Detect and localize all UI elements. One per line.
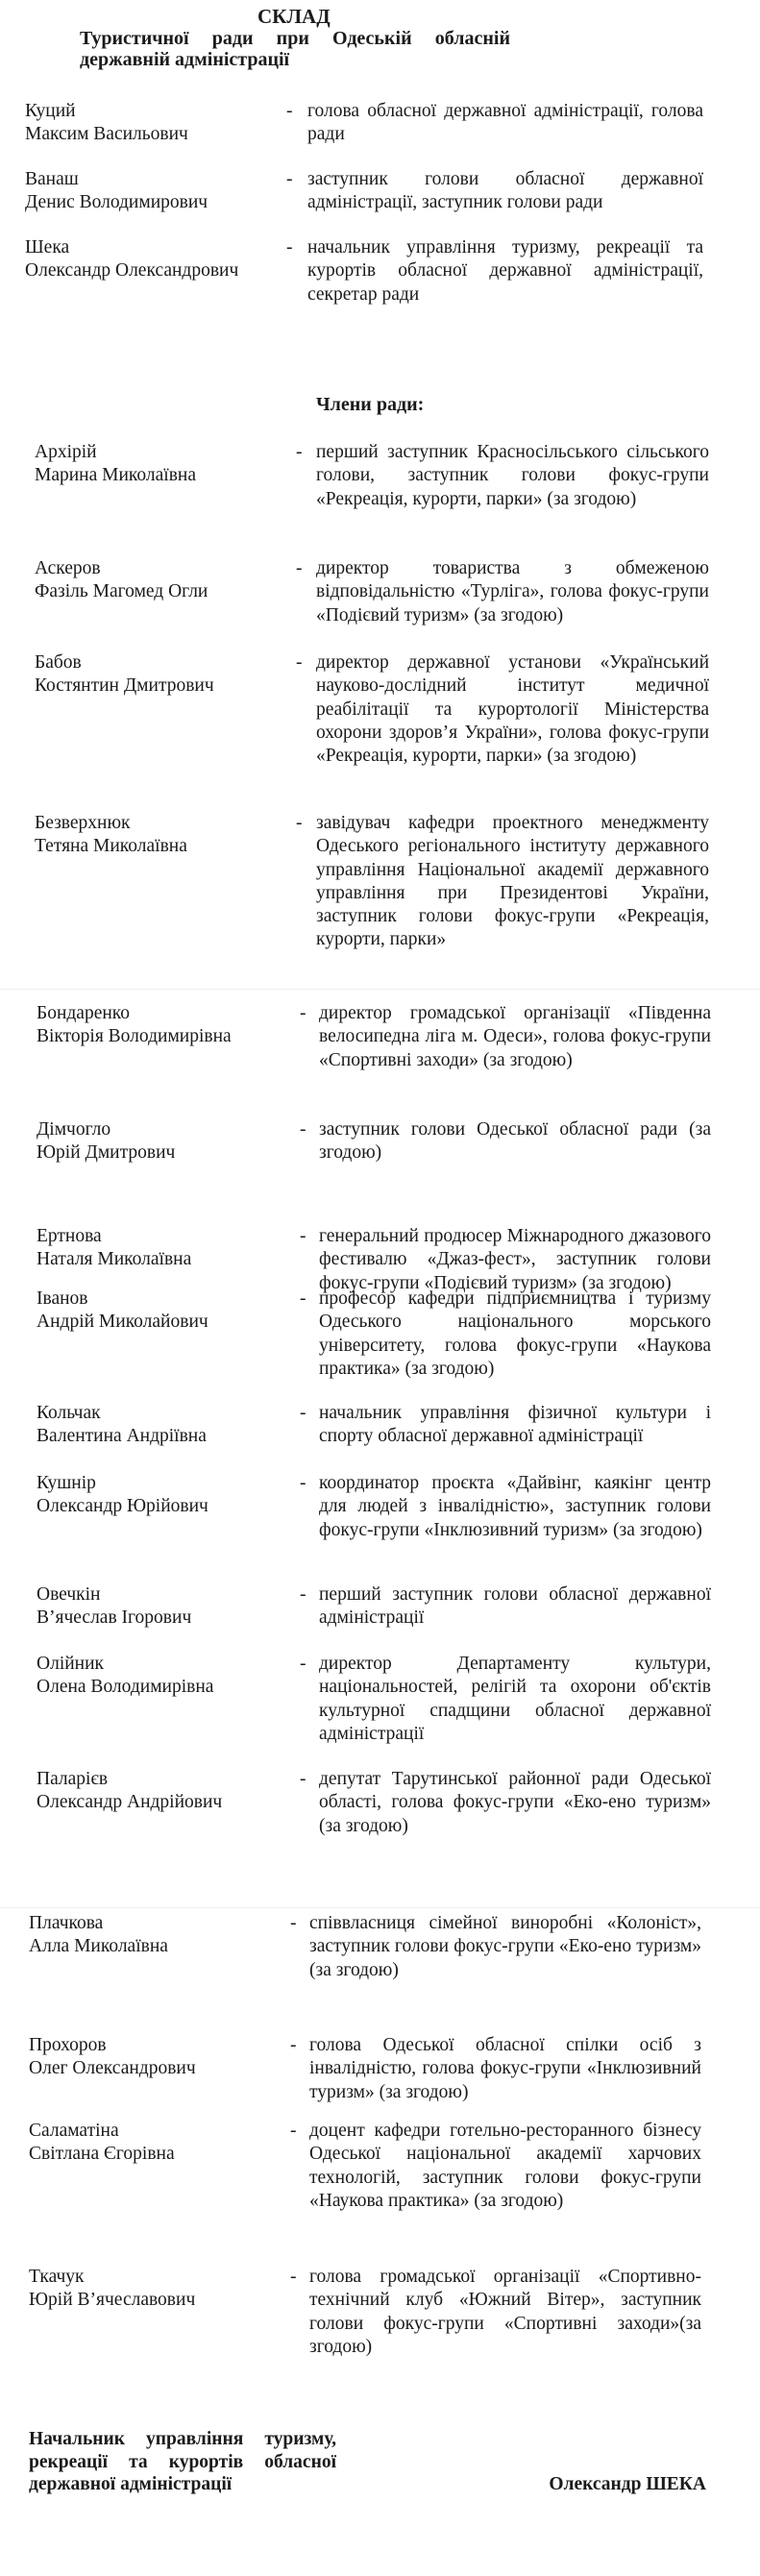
- person-role: перший заступник Красносільського сільського голови, заступник голови фокус-групи «Рекреація, курорти, парки» (за згодою): [316, 442, 709, 509]
- person-given-names: Костянтин Дмитрович: [35, 675, 214, 697]
- person-given-names: Тетяна Миколаївна: [35, 836, 187, 857]
- person-surname: Саламатіна: [29, 2121, 119, 2141]
- person-given-names: Фазіль Магомед Огли: [35, 581, 208, 602]
- dash-separator: -: [296, 652, 303, 673]
- dash-separator: -: [286, 237, 293, 258]
- person-given-names: Марина Миколаївна: [35, 465, 196, 486]
- dash-separator: -: [286, 169, 293, 189]
- person-name: [37, 1288, 286, 1335]
- person-given-names: Алла Миколаївна: [29, 1936, 168, 1957]
- person-given-names: Юрій Дмитрович: [37, 1142, 176, 1164]
- page-break-line: [0, 989, 760, 990]
- person-role: професор кафедри підприємництва і туризму Одеського національного морського університету, голова фокус-групи «Наукова практика» (за згодою): [319, 1288, 711, 1379]
- person-given-names: Вікторія Володимирівна: [37, 1026, 232, 1047]
- person-given-names: Олена Володимирівна: [37, 1677, 214, 1698]
- person-given-names: Валентина Андріївна: [37, 1426, 207, 1447]
- person-name: [37, 1653, 286, 1700]
- dash-separator: -: [300, 1769, 306, 1789]
- dash-separator: -: [300, 1119, 306, 1140]
- dash-separator: -: [290, 2121, 297, 2141]
- person-role: голова обласної державної адміністрації, голова ради: [307, 101, 703, 145]
- person-name: [37, 1118, 286, 1165]
- person-name: [37, 1002, 286, 1049]
- dash-separator: -: [300, 1654, 306, 1674]
- person-surname: Олійник: [37, 1654, 105, 1674]
- person-surname: Ертнова: [37, 1226, 102, 1246]
- person-surname: Дімчогло: [37, 1119, 111, 1140]
- person-surname: Іванов: [37, 1288, 88, 1309]
- person-name: [29, 2266, 279, 2313]
- person-surname: Бабов: [35, 652, 82, 673]
- dash-separator: -: [300, 1003, 306, 1023]
- person-given-names: Олег Олександрович: [29, 2058, 196, 2079]
- person-name: [35, 812, 284, 859]
- person-role: директор громадської організації «Південна велосипедна ліга м. Одеси», голова фокус-групи «Спортивні заходи» (за згодою): [319, 1003, 711, 1070]
- dash-separator: -: [290, 1913, 297, 1933]
- dash-separator: -: [300, 1226, 306, 1246]
- person-role: координатор проєкта «Дайвінг, каякінг центр для людей з інвалідністю», заступник голови фокус-групи «Інклюзивний туризм» (за згодою): [319, 1473, 711, 1540]
- person-name: [29, 1912, 279, 1959]
- members-heading: Члени ради:: [316, 394, 425, 415]
- person-given-names: Денис Володимирович: [25, 192, 208, 213]
- person-surname: Шека: [25, 237, 70, 258]
- dash-separator: -: [300, 1288, 306, 1309]
- dash-separator: -: [286, 101, 293, 121]
- person-given-names: Наталя Миколаївна: [37, 1249, 192, 1270]
- person-role: заступник голови обласної державної адміністрації, заступник голови ради: [307, 169, 703, 213]
- dash-separator: -: [290, 2035, 297, 2055]
- person-name: [37, 1472, 286, 1519]
- person-surname: Кушнір: [37, 1473, 96, 1493]
- person-role: перший заступник голови обласної державної адміністрації: [319, 1584, 711, 1629]
- person-given-names: Олександр Юрійович: [37, 1496, 208, 1517]
- person-role: начальник управління туризму, рекреації та курортів обласної державної адміністрації, секретар ради: [307, 237, 703, 305]
- person-name: [37, 1225, 286, 1272]
- person-name: [37, 1768, 286, 1815]
- person-surname: Ванаш: [25, 169, 79, 189]
- person-role: доцент кафедри готельно-ресторанного бізнесу Одеської національної академії харчових технологій, заступник голови фокус-групи «Наукова практика» (за згодою): [309, 2121, 701, 2211]
- person-name: [25, 100, 275, 147]
- dash-separator: -: [300, 1584, 306, 1605]
- person-name: [37, 1402, 286, 1449]
- person-role: директор Департаменту культури, національностей, релігій та охорони об'єктів культурної спадщини обласної державної адміністрації: [319, 1654, 711, 1744]
- person-surname: Прохоров: [29, 2035, 107, 2055]
- person-name: [35, 557, 284, 604]
- person-surname: Архірій: [35, 442, 97, 462]
- dash-separator: -: [300, 1473, 306, 1493]
- dash-separator: -: [296, 442, 303, 462]
- person-name: [29, 2120, 279, 2167]
- person-name: [37, 1583, 286, 1631]
- document-title: СКЛАД: [257, 5, 331, 28]
- person-given-names: Юрій В’ячеславович: [29, 2290, 196, 2311]
- person-surname: Аскеров: [35, 558, 101, 578]
- person-name: [35, 441, 284, 488]
- person-role: заступник голови Одеської обласної ради (за згодою): [319, 1119, 711, 1164]
- dash-separator: -: [296, 558, 303, 578]
- person-role: співвласниця сімейної виноробні «Колоніст», заступник голови фокус-групи «Еко-ено туризм» (за згодою): [309, 1913, 701, 1980]
- person-role: начальник управління фізичної культури і спорту обласної державної адміністрації: [319, 1403, 711, 1447]
- person-given-names: В’ячеслав Ігорович: [37, 1607, 192, 1629]
- person-surname: Безверхнюк: [35, 813, 131, 833]
- person-surname: Бондаренко: [37, 1003, 131, 1023]
- person-surname: Овечкін: [37, 1584, 101, 1605]
- signatory-name: Олександр ШЕКА: [549, 2474, 706, 2494]
- dash-separator: -: [300, 1403, 306, 1423]
- person-name: [29, 2034, 279, 2081]
- dash-separator: -: [296, 813, 303, 833]
- person-given-names: Олександр Олександрович: [25, 260, 239, 282]
- person-surname: Плачкова: [29, 1913, 104, 1933]
- person-name: [25, 168, 275, 215]
- person-name: [25, 236, 275, 283]
- person-given-names: Андрій Миколайович: [37, 1312, 208, 1333]
- person-role: директор державної установи «Український науково-дослідний інститут медичної реабілітації та курортології Міністерства охорони здоров’я України», голова фокус-групи «Рекреація, курорти, парки» (за згодою): [316, 652, 709, 767]
- person-given-names: Світлана Єгорівна: [29, 2144, 175, 2165]
- page-break-line: [0, 1907, 760, 1908]
- person-role: директор товариства з обмеженою відповідальністю «Турліга», голова фокус-групи «Подієвий туризм» (за згодою): [316, 558, 709, 626]
- person-given-names: Максим Васильович: [25, 124, 188, 145]
- person-role: голова громадської організації «Спортивно-технічний клуб «Южний Вітер», заступник голови фокус-групи «Спортивні заходи»(за згодою): [309, 2267, 701, 2357]
- person-role: голова Одеської обласної спілки осіб з інвалідністю, голова фокус-групи «Інклюзивний туризм» (за згодою): [309, 2035, 701, 2102]
- person-surname: Куций: [25, 101, 76, 121]
- person-surname: Паларієв: [37, 1769, 109, 1789]
- person-surname: Ткачук: [29, 2267, 85, 2287]
- person-role: завідувач кафедри проектного менеджменту Одеського регіонального інституту державного управління Національної академії державного управління при Президентові України, заступник голови фокус-групи «Рекреація, курорти, парки»: [316, 813, 709, 950]
- person-surname: Кольчак: [37, 1403, 101, 1423]
- person-role: депутат Тарутинської районної ради Одеської області, голова фокус-групи «Еко-ено туризм» (за згодою): [319, 1769, 711, 1836]
- dash-separator: -: [290, 2267, 297, 2287]
- person-name: [35, 651, 284, 699]
- document-subtitle: Туристичної ради при Одеській обласній державній адміністрації: [80, 28, 510, 70]
- person-role: генеральний продюсер Міжнародного джазового фестивалю «Джаз-фест», заступник голови фокус-групи «Подієвий туризм» (за згодою): [319, 1226, 711, 1293]
- person-given-names: Олександр Андрійович: [37, 1792, 223, 1813]
- signatory-position: Начальник управління туризму, рекреації та курортів обласної державної адміністрації: [29, 2429, 336, 2494]
